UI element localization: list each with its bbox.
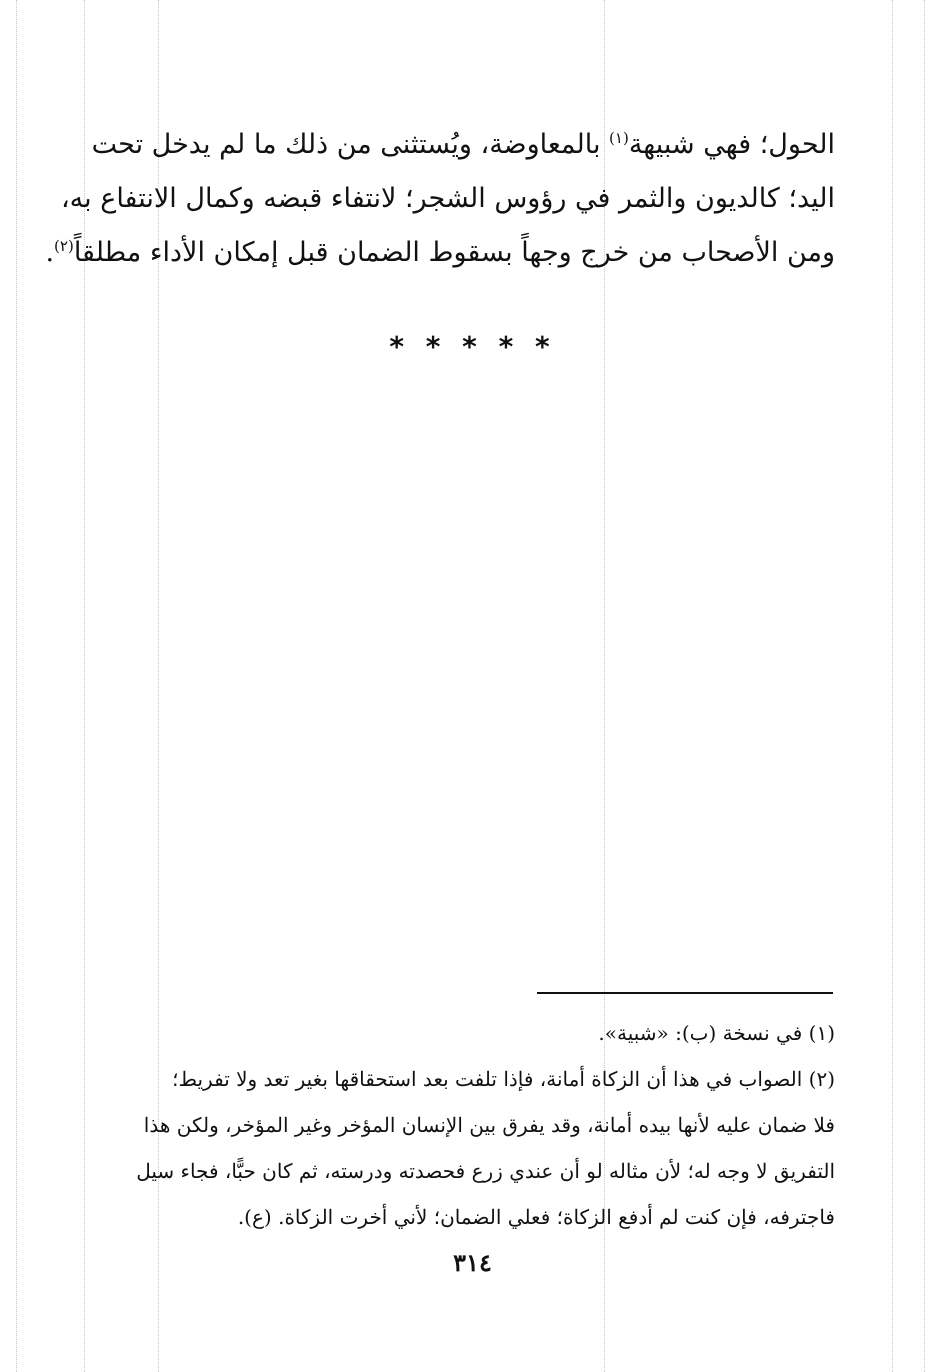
footnote-2-line-3: التفريق لا وجه له؛ لأن مثاله لو أن عندي زرع فحصدته ودرسته، ثم كان حبًّا، فجاء سيل xyxy=(136,1159,835,1183)
scan-guide-line xyxy=(892,0,893,1372)
body-text-fragment: ومن الأصحاب من خرج وجهاً بسقوط الضمان قبل إمكان الأداء مطلقاً xyxy=(73,237,835,268)
body-line-2: اليد؛ كالديون والثمر في رؤوس الشجر؛ لانتفاء قبضه وكمال الانتفاع به، xyxy=(60,183,835,214)
footnotes-block xyxy=(110,1010,835,1240)
body-text-fragment: الحول؛ فهي شبيهة xyxy=(628,129,835,160)
footnote-2-line-2: فلا ضمان عليه لأنها بيده أمانة، وقد يفرق بين الإنسان المؤخر وغير المؤخر، ولكن هذا xyxy=(143,1113,835,1137)
body-line-1 xyxy=(91,118,835,172)
body-paragraph xyxy=(45,118,835,280)
scan-guide-line xyxy=(924,0,925,1372)
section-separator: * * * * * xyxy=(389,330,556,363)
body-text-fragment: بالمعاوضة، ويُستثنى من ذلك ما لم يدخل تحت xyxy=(91,129,610,160)
scan-guide-line xyxy=(16,0,17,1372)
footnote-2-line-4: فاجترفه، فإن كنت لم أدفع الزكاة؛ فعلي الضمان؛ لأني أخرت الزكاة. (ع). xyxy=(237,1205,835,1229)
body-line-3 xyxy=(45,226,835,280)
footnote-1: (١) في نسخة (ب): «شبية». xyxy=(598,1021,835,1045)
footnote-reference: (١) xyxy=(609,129,629,147)
footnote-2-line-1: (٢) الصواب في هذا أن الزكاة أمانة، فإذا تلفت بعد استحقاقها بغير تعد ولا تفريط؛ xyxy=(172,1067,835,1091)
main-text-block xyxy=(45,118,835,280)
footnote-divider xyxy=(537,992,833,994)
footnote-reference: (٢) xyxy=(54,237,74,255)
body-text-fragment: . xyxy=(45,237,55,268)
page-number: ٣١٤ xyxy=(453,1248,492,1277)
